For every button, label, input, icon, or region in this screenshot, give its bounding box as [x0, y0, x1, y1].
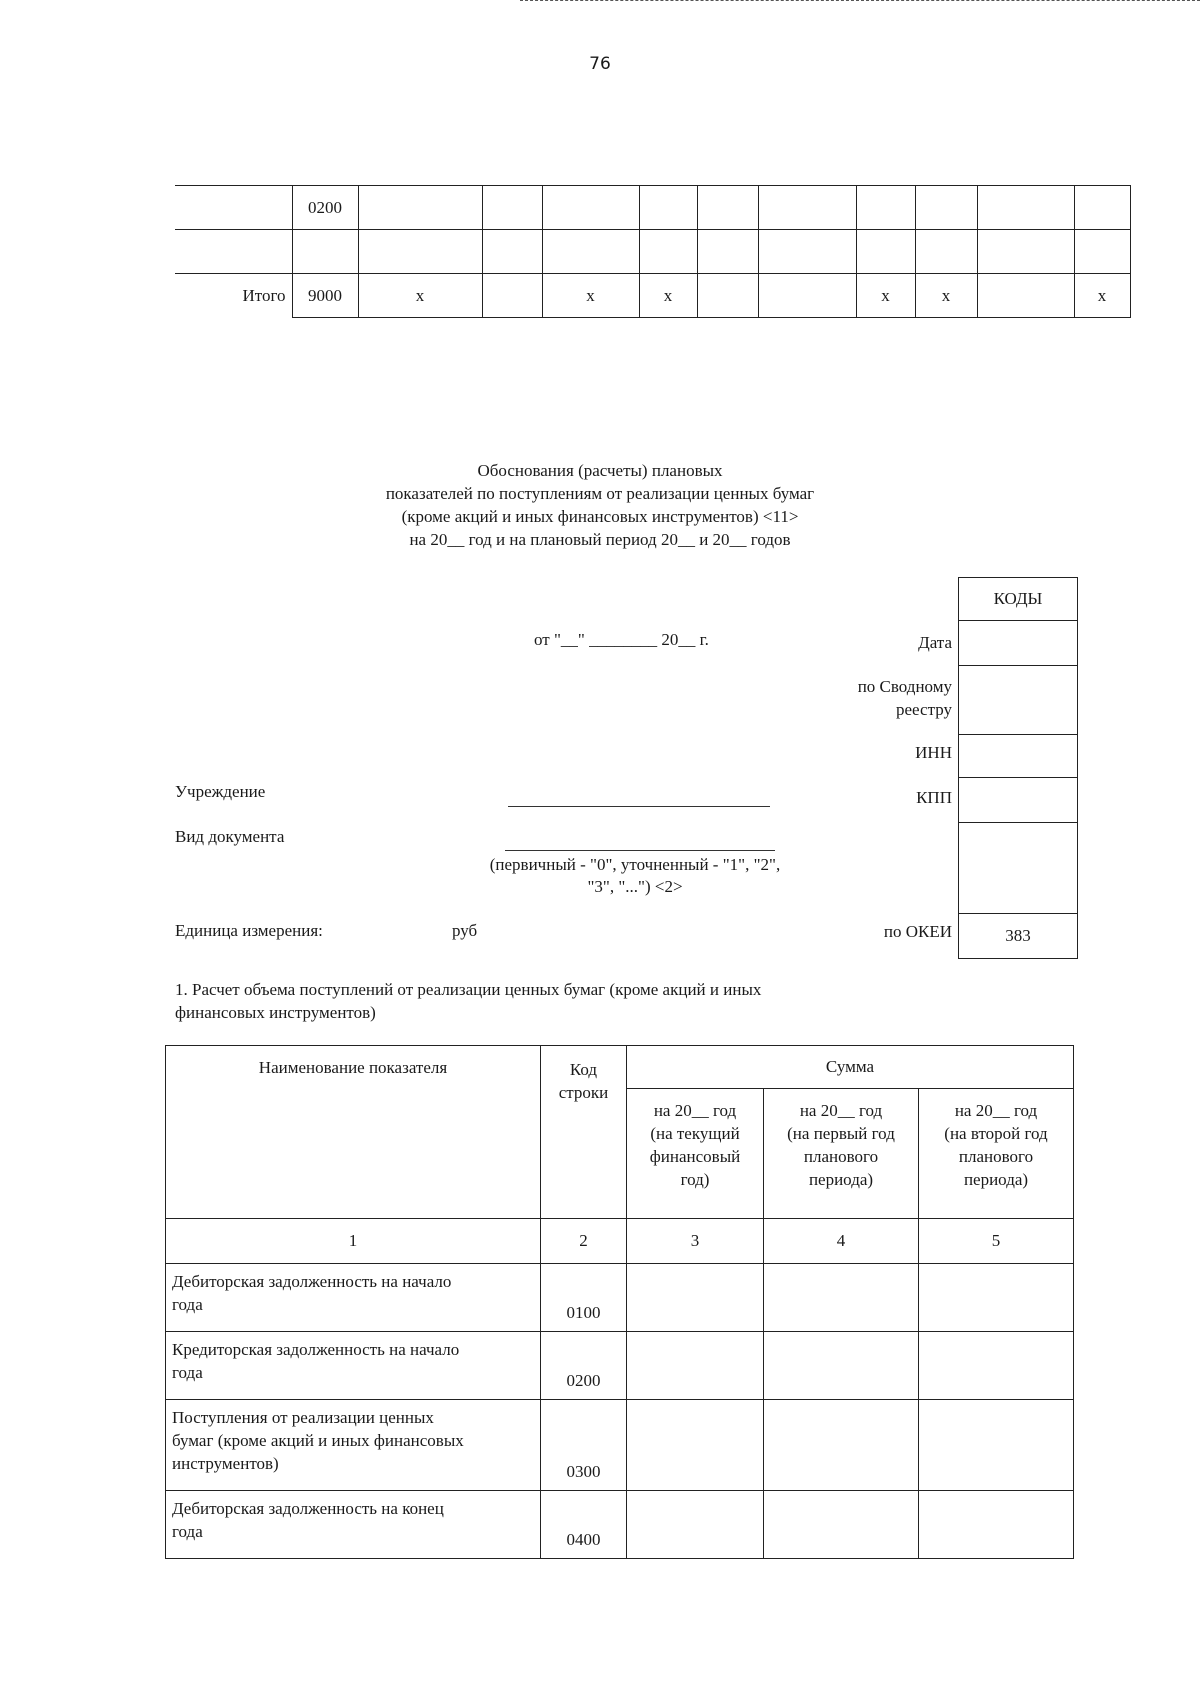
sub-line: на 20__ год	[799, 1101, 883, 1120]
code-kpp-cell	[959, 778, 1078, 823]
page-number: 76	[589, 54, 611, 74]
sub-line: год)	[680, 1170, 710, 1189]
value-cell	[627, 1264, 764, 1332]
col-name-header: Наименование показателя	[166, 1046, 541, 1219]
value-cell: x	[1074, 274, 1130, 318]
table-row	[166, 1332, 1074, 1400]
row-label: Итого	[175, 274, 292, 318]
table-row	[175, 274, 1130, 318]
sub-line: планового	[803, 1147, 879, 1166]
table-row	[175, 230, 1130, 274]
value-cell	[542, 230, 639, 274]
col-number: 5	[919, 1219, 1074, 1264]
value-cell	[627, 1491, 764, 1559]
value-cell	[856, 186, 915, 230]
value-cell	[764, 1491, 919, 1559]
value-cell	[627, 1332, 764, 1400]
section-title-line: 1. Расчет объема поступлений от реализации ценных бумаг (кроме акций и иных	[175, 980, 762, 999]
value-cell	[764, 1400, 919, 1491]
col-code-line: Код	[569, 1060, 598, 1079]
sub-line: (на текущий	[650, 1124, 740, 1143]
value-cell	[697, 274, 758, 318]
code-inn-cell	[959, 735, 1078, 778]
row-name	[166, 1332, 541, 1400]
title-line: показателей по поступлениям от реализации ценных бумаг	[385, 484, 815, 503]
sub-line: планового	[958, 1147, 1034, 1166]
value-cell	[919, 1400, 1074, 1491]
col-year-second	[919, 1089, 1074, 1219]
value-cell	[358, 186, 482, 230]
row-name-line: Дебиторская задолженность на начало	[172, 1272, 452, 1291]
sub-line: финансовый	[649, 1147, 741, 1166]
row-label	[175, 186, 292, 230]
section-title-line: финансовых инструментов)	[175, 1003, 376, 1022]
code-registry-cell	[959, 666, 1078, 735]
value-cell	[697, 186, 758, 230]
numbers-row	[166, 1219, 1074, 1264]
value-cell	[627, 1400, 764, 1491]
value-cell	[919, 1491, 1074, 1559]
row-name-line: Кредиторская задолженность на начало	[172, 1340, 460, 1359]
value-cell	[639, 230, 697, 274]
row-name-line: бумаг (кроме акций и иных финансовых	[172, 1431, 464, 1450]
row-name-line: года	[172, 1295, 203, 1314]
sub-line: периода)	[808, 1170, 874, 1189]
value-cell: x	[915, 274, 977, 318]
col-code-header	[541, 1046, 627, 1219]
label-inn: ИНН	[915, 743, 952, 762]
codes-box	[958, 577, 1078, 959]
value-cell: x	[542, 274, 639, 318]
row-name-line: года	[172, 1522, 203, 1541]
scan-edge-line	[520, 0, 1200, 1]
row-name-line: Поступления от реализации ценных	[172, 1408, 434, 1427]
col-number: 3	[627, 1219, 764, 1264]
value-cell	[1074, 186, 1130, 230]
value-cell	[915, 230, 977, 274]
unit-label: Единица измерения:	[175, 921, 323, 940]
value-cell	[358, 230, 482, 274]
doc-type-line	[505, 850, 775, 851]
header-row	[166, 1046, 1074, 1089]
unit-value: руб	[452, 921, 478, 940]
value-cell	[482, 230, 542, 274]
label-okei: по ОКЕИ	[883, 922, 952, 941]
row-name	[166, 1264, 541, 1332]
codes-header: КОДЫ	[959, 578, 1078, 621]
row-name-line: Дебиторская задолженность на конец	[172, 1499, 444, 1518]
col-number: 1	[166, 1219, 541, 1264]
sub-line: (на второй год	[944, 1124, 1048, 1143]
row-label	[175, 230, 292, 274]
label-date: Дата	[918, 633, 952, 652]
value-cell	[542, 186, 639, 230]
code-okei-cell: 383	[959, 914, 1078, 959]
col-number: 4	[764, 1219, 919, 1264]
title-line: на 20__ год и на плановый период 20__ и 20__ годов	[409, 530, 791, 549]
code-date-cell	[959, 621, 1078, 666]
value-cell	[758, 186, 856, 230]
row-name	[166, 1400, 541, 1491]
table-row	[166, 1400, 1074, 1491]
value-cell	[758, 274, 856, 318]
row-code: 9000	[292, 274, 358, 318]
row-code: 0200	[541, 1332, 627, 1400]
value-cell	[758, 230, 856, 274]
value-cell	[764, 1264, 919, 1332]
value-cell	[1074, 230, 1130, 274]
value-cell	[482, 186, 542, 230]
col-year-first	[764, 1089, 919, 1219]
value-cell	[919, 1264, 1074, 1332]
table-row	[166, 1264, 1074, 1332]
title-line: (кроме акций и иных финансовых инструментов) <11>	[401, 507, 799, 526]
value-cell: x	[856, 274, 915, 318]
date-line: от "__" ________ 20__ г.	[534, 630, 709, 649]
table-row	[166, 1491, 1074, 1559]
doc-type-label: Вид документа	[175, 827, 285, 846]
col-code-line: строки	[558, 1083, 609, 1102]
value-cell	[977, 230, 1074, 274]
main-table	[165, 1045, 1074, 1559]
label-kpp: КПП	[916, 788, 952, 807]
label-registry-1: по Сводному	[857, 677, 952, 696]
code-doctype-cell	[959, 823, 1078, 914]
value-cell	[697, 230, 758, 274]
value-cell: x	[639, 274, 697, 318]
row-code	[292, 230, 358, 274]
value-cell	[856, 230, 915, 274]
institution-line	[508, 806, 770, 807]
col-number: 2	[541, 1219, 627, 1264]
doc-type-note-2: "3", "...") <2>	[587, 877, 683, 896]
row-name-line: инструментов)	[172, 1454, 279, 1473]
value-cell	[919, 1332, 1074, 1400]
sub-line: (на первый год	[787, 1124, 895, 1143]
title-line: Обоснования (расчеты) плановых	[477, 461, 723, 480]
value-cell	[482, 274, 542, 318]
institution-label: Учреждение	[175, 782, 266, 801]
row-name-line: года	[172, 1363, 203, 1382]
col-year-current	[627, 1089, 764, 1219]
value-cell: x	[358, 274, 482, 318]
label-registry-2: реестру	[896, 700, 952, 719]
row-code: 0200	[292, 186, 358, 230]
sub-line: на 20__ год	[653, 1101, 737, 1120]
sub-line: периода)	[963, 1170, 1029, 1189]
value-cell	[915, 186, 977, 230]
row-code: 0300	[541, 1400, 627, 1491]
sub-line: на 20__ год	[954, 1101, 1038, 1120]
value-cell	[977, 274, 1074, 318]
doc-type-note-1: (первичный - "0", уточненный - "1", "2",	[489, 855, 781, 874]
col-sum-header: Сумма	[627, 1046, 1074, 1089]
continuation-table	[175, 185, 1131, 318]
value-cell	[977, 186, 1074, 230]
row-code: 0100	[541, 1264, 627, 1332]
row-code: 0400	[541, 1491, 627, 1559]
document-title	[0, 459, 1200, 551]
value-cell	[764, 1332, 919, 1400]
row-name	[166, 1491, 541, 1559]
table-row	[175, 186, 1130, 230]
value-cell	[639, 186, 697, 230]
